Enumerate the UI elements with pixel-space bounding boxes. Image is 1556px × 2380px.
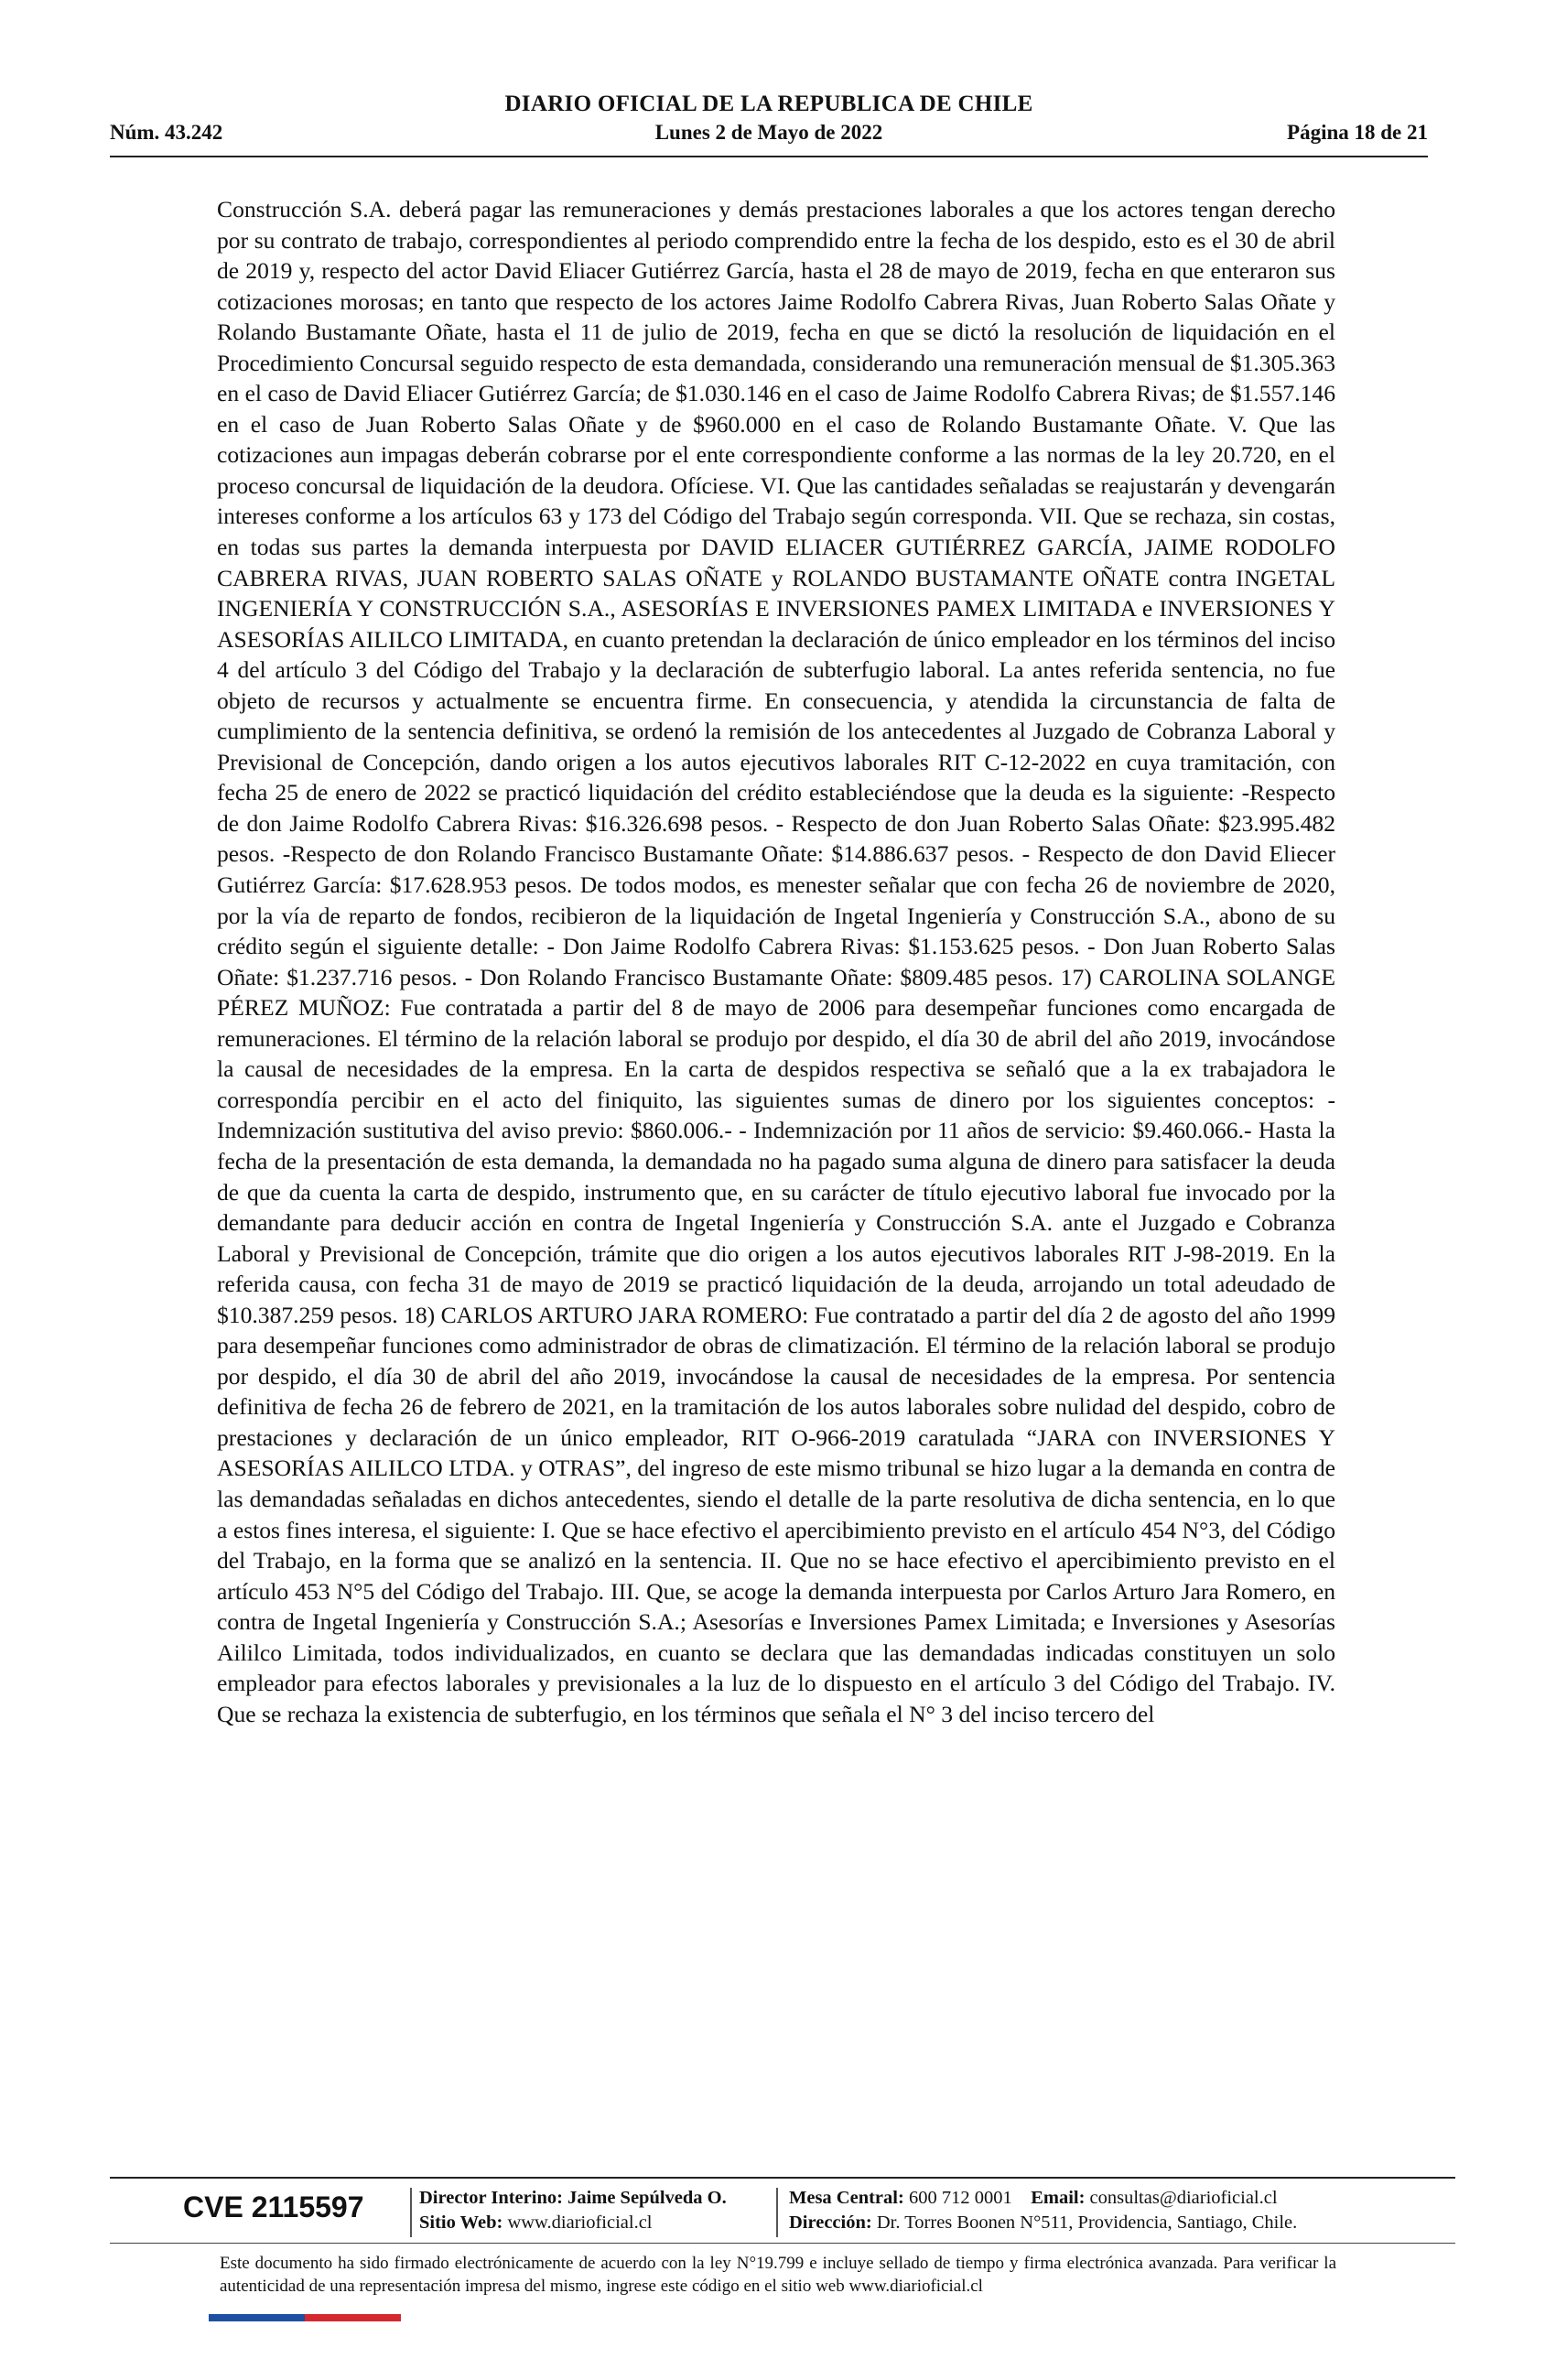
footer-divider-secondary: [110, 2243, 1455, 2244]
address-label: Dirección:: [789, 2212, 872, 2233]
body-paragraph: Construcción S.A. deberá pagar las remuneraciones y demás prestaciones laborales a que los actores tengan derecho por su contrato de trabajo, correspondientes al periodo comprendido entre la fecha de los despido, esto es el 30 de abril de 2019 y, respecto del actor David Eliacer Gutiérrez García, hasta el 28 de mayo de 2019, fecha en que enteraron sus cotizaciones morosas; en tanto que respecto de los actores Jaime Rodolfo Cabrera Rivas, Juan Roberto Salas Oñate y Rolando Bustamante Oñate, hasta el 11 de julio de 2019, fecha en que se dictó la resolución de liquidación en el Procedimiento Concursal seguido respecto de esta demandada, considerando una remuneración mensual de $1.305.363 en el caso de David Eliacer Gutiérrez García; de $1.030.146 en el caso de Jaime Rodolfo Cabrera Rivas; de $1.557.146 en el caso de Juan Roberto Salas Oñate y de $960.000 en el caso de Rolando Bustamante Oñate. V. Que las cotizaciones aun impagas deberán cobrarse por el ente correspondiente conforme a las normas de la ley 20.720, en el proceso concursal de liquidación de la deudora. Ofíciese. VI. Que las cantidades señaladas se reajustarán y devengarán intereses conforme a los artículos 63 y 173 del Código del Trabajo según corresponda. VII. Que se rechaza, sin costas, en todas sus partes la demanda interpuesta por DAVID ELIACER GUTIÉRREZ GARCÍA, JAIME RODOLFO CABRERA RIVAS, JUAN ROBERTO SALAS OÑATE y ROLANDO BUSTAMANTE OÑATE contra INGETAL INGENIERÍA Y CONSTRUCCIÓN S.A., ASESORÍAS E INVERSIONES PAMEX LIMITADA e INVERSIONES Y ASESORÍAS AILILCO LIMITADA, en cuanto pretendan la declaración de único empleador en los términos del inciso 4 del artículo 3 del Código del Trabajo y la declaración de subterfugio laboral. La antes referida sentencia, no fue objeto de recursos y actualmente se encuentra firme. En consecuencia, y atendida la circunstancia de falta de cumplimiento de la sentencia definitiva, se ordenó la remisión de los antecedentes al Juzgado de Cobranza Laboral y Previsional de Concepción, dando origen a los autos ejecutivos laborales RIT C-12-2022 en cuya tramitación, con fecha 25 de enero de 2022 se practicó liquidación del crédito estableciéndose que la deuda es la siguiente: -Respecto de don Jaime Rodolfo Cabrera Rivas: $16.326.698 pesos. - Respecto de don Juan Roberto Salas Oñate: $23.995.482 pesos. -Respecto de don Rolando Francisco Bustamante Oñate: $14.886.637 pesos. - Respecto de don David Eliecer Gutiérrez García: $17.628.953 pesos. De todos modos, es menester señalar que con fecha 26 de noviembre de 2020, por la vía de reparto de fondos, recibieron de la liquidación de Ingetal Ingeniería y Construcción S.A., abono de su crédito según el siguiente detalle: - Don Jaime Rodolfo Cabrera Rivas: $1.153.625 pesos. - Don Juan Roberto Salas Oñate: $1.237.716 pesos. - Don Rolando Francisco Bustamante Oñate: $809.485 pesos. 17) CAROLINA SOLANGE PÉREZ MUÑOZ: Fue contratada a partir del 8 de mayo de 2006 para desempeñar funciones como encargada de remuneraciones. El término de la relación laboral se produjo por despido, el día 30 de abril del año 2019, invocándose la causal de necesidades de la empresa. En la carta de despidos respectiva se señaló que a la ex trabajadora le correspondía percibir en el acto del finiquito, las siguientes sumas de dinero por los siguientes conceptos: -Indemnización sustitutiva del aviso previo: $860.006.- - Indemnización por 11 años de servicio: $9.460.066.- Hasta la fecha de la presentación de esta demanda, la demandada no ha pagado suma alguna de dinero para satisfacer la deuda de que da cuenta la carta de despido, instrumento que, en su carácter de título ejecutivo laboral fue invocado por la demandante para deducir acción en contra de Ingetal Ingeniería y Construcción S.A. ante el Juzgado e Cobranza Laboral y Previsional de Concepción, trámite que dio origen a los autos ejecutivos laborales RIT J-98-2019. En la referida causa, con fecha 31 de mayo de 2019 se practicó liquidación de la deuda, arrojando un total adeudado de $10.387.259 pesos. 18) CARLOS ARTURO JARA ROMERO: Fue contratado a partir del día 2 de agosto del año 1999 para desempeñar funciones como administrador de obras de climatización. El término de la relación laboral se produjo por despido, el día 30 de abril del año 2019, invocándose la causal de necesidades de la empresa. Por sentencia definitiva de fecha 26 de febrero de 2021, en la tramitación de los autos laborales sobre nulidad del despido, cobro de prestaciones y declaración de un único empleador, RIT O-966-2019 caratulada “JARA con INVERSIONES Y ASESORÍAS AILILCO LTDA. y OTRAS”, del ingreso de este mismo tribunal se hizo lugar a la demanda en contra de las demandadas señaladas en dichos antecedentes, siendo el detalle de la parte resolutiva de dicha sentencia, en lo que a estos fines interesa, el siguiente: I. Que se hace efectivo el apercibimiento previsto en el artículo 454 N°3, del Código del Trabajo, en la forma que se analizó en la sentencia. II. Que no se hace efectivo el apercibimiento previsto en el artículo 453 N°5 del Código del Trabajo. III. Que, se acoge la demanda interpuesta por Carlos Arturo Jara Romero, en contra de Ingetal Ingeniería y Construcción S.A.; Asesorías e Inversiones Pamex Limitada; e Inversiones y Asesorías Aililco Limitada, todos individualizados, en cuanto se declara que las demandadas indicadas constituyen un solo empleador para efectos laborales y previsionales a la luz de lo dispuesto en el artículo 3 del Código del Trabajo. IV. Que se rechaza la existencia de subterfugio, en los términos que señala el N° 3 del inciso tercero del: [217, 196, 1335, 1727]
footer-contact-block: [789, 2186, 1297, 2235]
publication-title: DIARIO OFICIAL DE LA REPUBLICA DE CHILE: [504, 92, 1033, 116]
footer-separator: [410, 2188, 412, 2237]
address-text: Dr. Torres Boonen N°511, Providencia, Santiago, Chile.: [876, 2212, 1298, 2233]
footer-divider: [110, 2177, 1455, 2179]
website-label: Sitio Web:: [419, 2212, 503, 2233]
mesa-phone: 600 712 0001: [908, 2188, 1012, 2208]
flag-blue-segment: [209, 2314, 305, 2321]
website-link[interactable]: www.diarioficial.cl: [507, 2212, 653, 2233]
director-name: Jaime Sepúlveda O.: [567, 2188, 727, 2208]
flag-red-segment: [305, 2314, 401, 2321]
document-body: [217, 194, 1335, 1729]
email-link[interactable]: consultas@diarioficial.cl: [1089, 2188, 1278, 2208]
chile-flag-stripe: [209, 2314, 401, 2321]
email-label: Email:: [1031, 2188, 1086, 2208]
director-label: Director Interino:: [419, 2188, 563, 2208]
footer-director-block: [419, 2186, 727, 2235]
header-divider: [110, 156, 1428, 157]
mesa-label: Mesa Central:: [789, 2188, 904, 2208]
signature-note: Este documento ha sido firmado electrónicamente de acuerdo con la ley N°19.799 e incluye sellado de tiempo y firma electrónica avanzada. Para verificar la autenticidad de una representación impresa del mismo, ingrese este código en el sitio web www.diarioficial.cl: [220, 2254, 1336, 2296]
issue-number: Núm. 43.242: [110, 121, 223, 144]
issue-date: Lunes 2 de Mayo de 2022: [654, 121, 883, 144]
page-number: Página 18 de 21: [1287, 121, 1428, 144]
page-header: [110, 92, 1428, 156]
cve-code: CVE 2115597: [183, 2191, 364, 2223]
footer-separator: [776, 2188, 778, 2237]
